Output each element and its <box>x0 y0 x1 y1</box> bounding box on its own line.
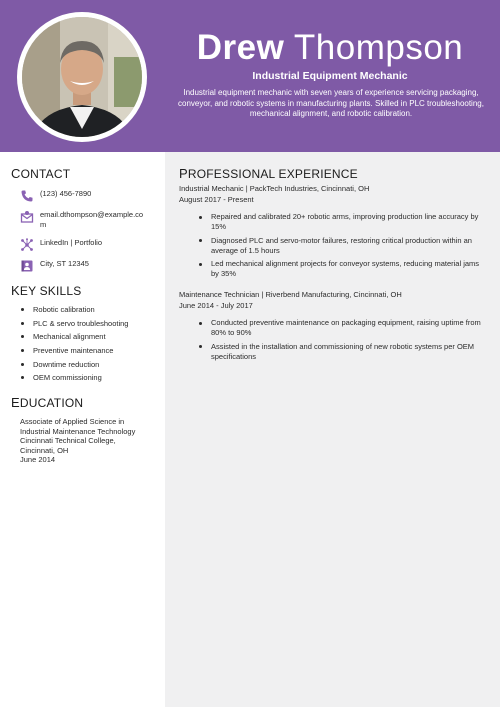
degree-line-2: Industrial Maintenance Technology <box>20 426 136 436</box>
list-item: Robotic calibration <box>20 303 128 317</box>
list-item: OEM commissioning <box>20 371 128 385</box>
skills-list <box>20 303 128 385</box>
experience-heading: PROFESSIONAL EXPERIENCE <box>179 166 358 181</box>
education-entry <box>20 417 135 465</box>
skills-heading: KEY SKILLS <box>11 283 82 298</box>
school-name: Cincinnati Technical College, <box>20 436 116 445</box>
contact-location <box>20 259 89 273</box>
location: City, ST 12345 <box>40 259 89 268</box>
list-item: PLC & servo troubleshooting <box>20 317 128 331</box>
graduation-date: June 2014 <box>20 455 56 464</box>
email-address[interactable]: email.dthompson@example.co m <box>40 210 144 229</box>
school-city: Cincinnati, OH <box>20 445 69 455</box>
contact-phone <box>20 189 91 203</box>
job-header <box>179 184 369 205</box>
job-header <box>179 290 402 311</box>
contact-links <box>20 238 102 252</box>
phone-icon <box>20 189 34 203</box>
last-name: Thompson <box>293 28 464 67</box>
profile-links[interactable]: LinkedIn | Portfolio <box>40 238 102 247</box>
header-banner <box>0 0 500 152</box>
phone-number: (123) 456-7890 <box>40 189 92 198</box>
list-item: Diagnosed PLC and servo-motor failures, restoring critical production within an average of 1.5 hours <box>196 236 486 256</box>
list-item: Repaired and calibrated 20+ robotic arms, improving production line accuracy by 15% <box>196 212 486 232</box>
job-title-line: Industrial Mechanic | PackTech Industries, Cincinnati, OH <box>179 184 370 193</box>
education-heading: EDUCATION <box>11 395 84 410</box>
contact-email <box>20 210 143 230</box>
job-title-line: Maintenance Technician | Riverbend Manufacturing, Cincinnati, OH <box>179 290 402 299</box>
id-card-icon <box>20 259 34 273</box>
profile-photo-frame <box>17 12 147 142</box>
candidate-name <box>160 28 500 68</box>
list-item: Preventive maintenance <box>20 344 128 358</box>
job-title: Industrial Equipment Mechanic <box>252 70 408 82</box>
list-item: Mechanical alignment <box>20 330 128 344</box>
job-bullets <box>196 318 486 365</box>
first-name: Drew <box>196 28 285 67</box>
list-item: Downtime reduction <box>20 358 128 372</box>
profile-summary: Industrial equipment mechanic with seven years of experience servicing packaging, conveyor, and robotic systems in manufacturing plants. Skilled in PLC troubleshooting, mechanical alignment, and robotic calibration. <box>178 88 484 118</box>
job-bullets <box>196 212 486 283</box>
list-item: Conducted preventive maintenance on packaging equipment, raising uptime from 80% to 90% <box>196 318 486 338</box>
network-icon <box>20 238 34 252</box>
envelope-icon <box>20 210 34 224</box>
degree-line-1: Associate of Applied Science in <box>20 417 125 426</box>
contact-heading: CONTACT <box>11 166 71 181</box>
list-item: Assisted in the installation and commissioning of new robotic systems per OEM specifications <box>196 342 486 362</box>
job-dates: August 2017 - Present <box>179 194 254 204</box>
list-item: Led mechanical alignment projects for conveyor systems, reducing material jams by 35% <box>196 259 486 279</box>
job-dates: June 2014 - July 2017 <box>179 300 253 310</box>
profile-photo <box>22 17 142 137</box>
